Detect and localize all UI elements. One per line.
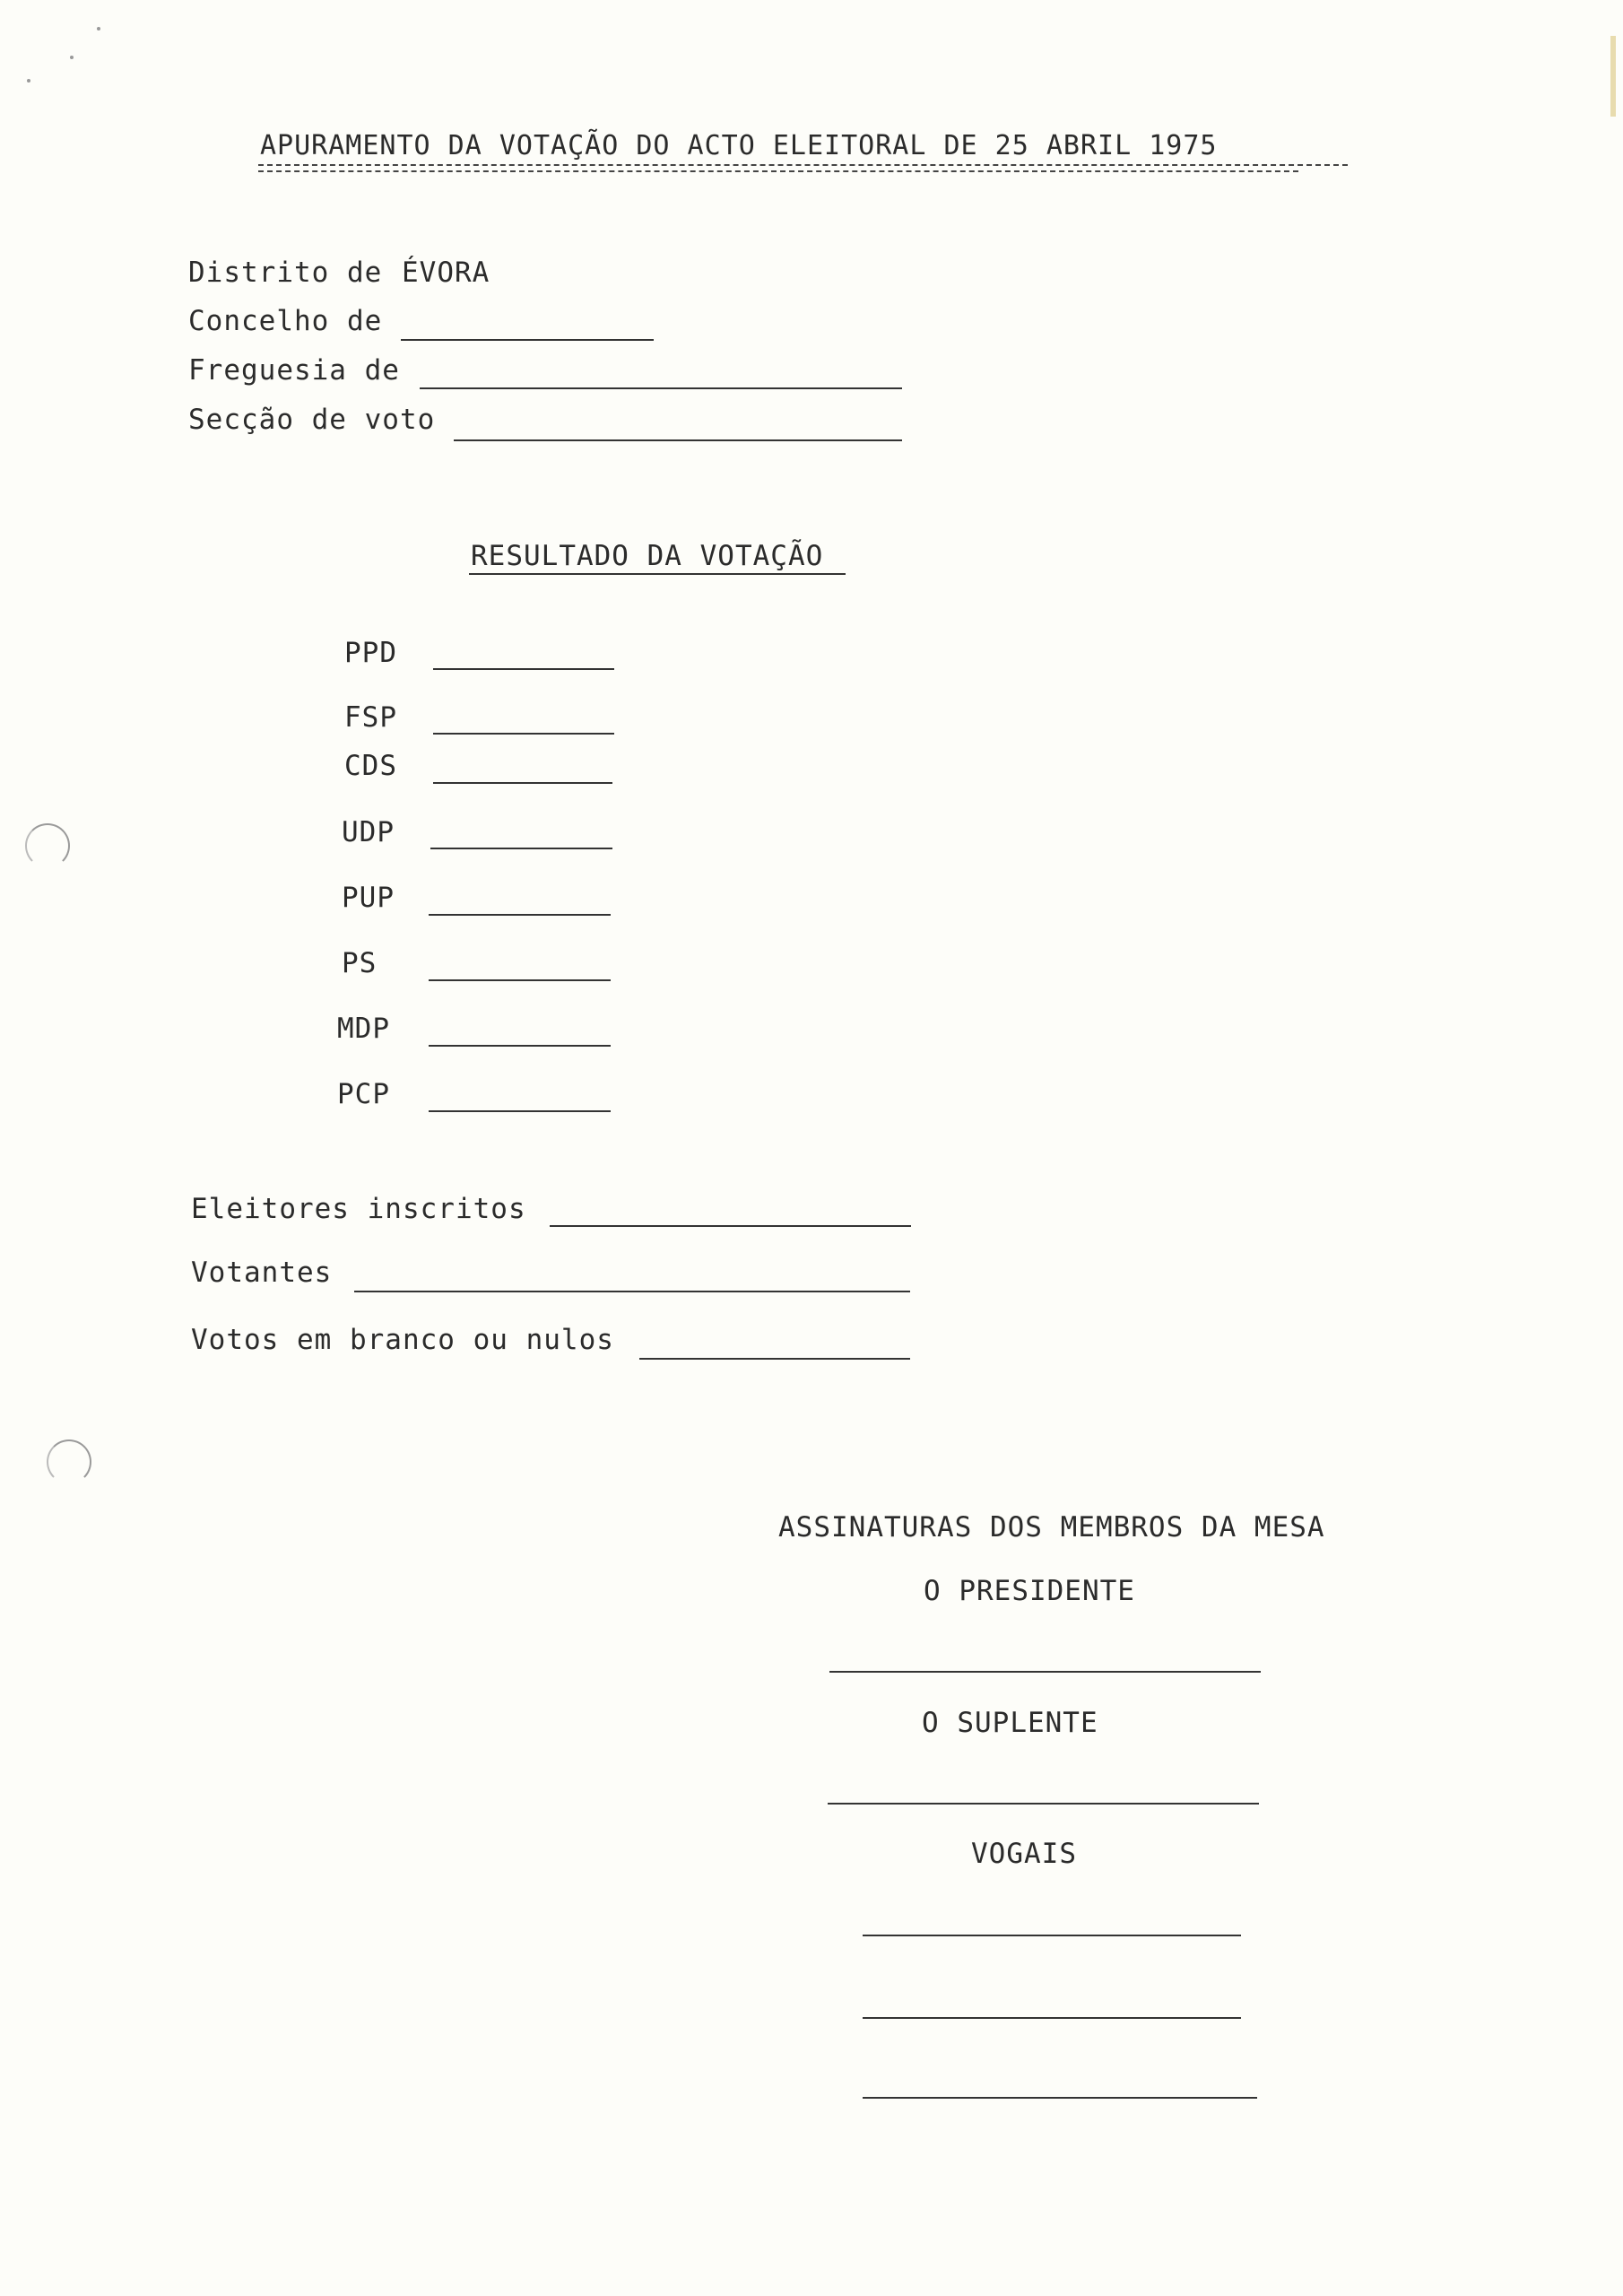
freguesia-label: Freguesia de — [188, 354, 400, 387]
party-label-udp: UDP — [342, 816, 395, 848]
presidente-label: O PRESIDENTE — [924, 1575, 1135, 1607]
brancos-field-line[interactable] — [639, 1358, 910, 1360]
votantes-field-line[interactable] — [354, 1291, 910, 1292]
party-label-fsp: FSP — [344, 701, 397, 734]
seccao-field-line[interactable] — [454, 439, 902, 441]
paper-speck — [97, 27, 100, 30]
party-field-line-cds[interactable] — [433, 782, 612, 784]
vogal-signature-line-2[interactable] — [863, 2017, 1241, 2019]
suplente-label: O SUPLENTE — [922, 1707, 1098, 1739]
freguesia-field-line[interactable] — [420, 387, 902, 389]
paper-edge-stain — [1610, 36, 1616, 117]
document-title: APURAMENTO DA VOTAÇÃO DO ACTO ELEITORAL DE 25 ABRIL 1975 — [260, 130, 1218, 161]
party-label-cds: CDS — [344, 750, 397, 782]
party-label-pup: PUP — [342, 882, 395, 914]
party-field-line-fsp[interactable] — [433, 733, 614, 735]
paper-speck — [70, 56, 74, 59]
party-field-line-udp[interactable] — [430, 848, 612, 849]
concelho-label: Concelho de — [188, 305, 383, 337]
party-label-ps: PS — [342, 947, 378, 979]
results-heading: RESULTADO DA VOTAÇÃO — [471, 540, 824, 572]
party-field-line-mdp[interactable] — [429, 1045, 611, 1047]
distrito-value: ÉVORA — [402, 257, 490, 289]
concelho-field-line[interactable] — [401, 339, 654, 341]
distrito-label: Distrito de — [188, 257, 383, 289]
signatures-heading: ASSINATURAS DOS MEMBROS DA MESA — [778, 1511, 1325, 1544]
paper-speck — [27, 79, 30, 83]
inscritos-label: Eleitores inscritos — [191, 1193, 526, 1225]
presidente-signature-line[interactable] — [829, 1671, 1261, 1673]
vogais-label: VOGAIS — [971, 1838, 1077, 1870]
title-underline — [258, 164, 1348, 166]
seccao-label: Secção de voto — [188, 404, 436, 436]
vogal-signature-line-1[interactable] — [863, 1935, 1241, 1936]
punch-hole-top — [25, 823, 70, 868]
results-heading-underline — [469, 573, 846, 575]
inscritos-field-line[interactable] — [550, 1225, 911, 1227]
party-label-ppd: PPD — [344, 637, 397, 669]
vogal-signature-line-3[interactable] — [863, 2097, 1257, 2099]
party-label-pcp: PCP — [337, 1078, 390, 1110]
party-label-mdp: MDP — [337, 1013, 390, 1045]
brancos-label: Votos em branco ou nulos — [191, 1324, 614, 1356]
party-field-line-pup[interactable] — [429, 914, 611, 916]
votantes-label: Votantes — [191, 1257, 333, 1289]
party-field-line-ps[interactable] — [429, 979, 611, 981]
party-field-line-ppd[interactable] — [433, 668, 614, 670]
title-double-underline — [258, 170, 1298, 172]
suplente-signature-line[interactable] — [828, 1803, 1259, 1805]
party-field-line-pcp[interactable] — [429, 1110, 611, 1112]
punch-hole-bottom — [47, 1439, 91, 1484]
